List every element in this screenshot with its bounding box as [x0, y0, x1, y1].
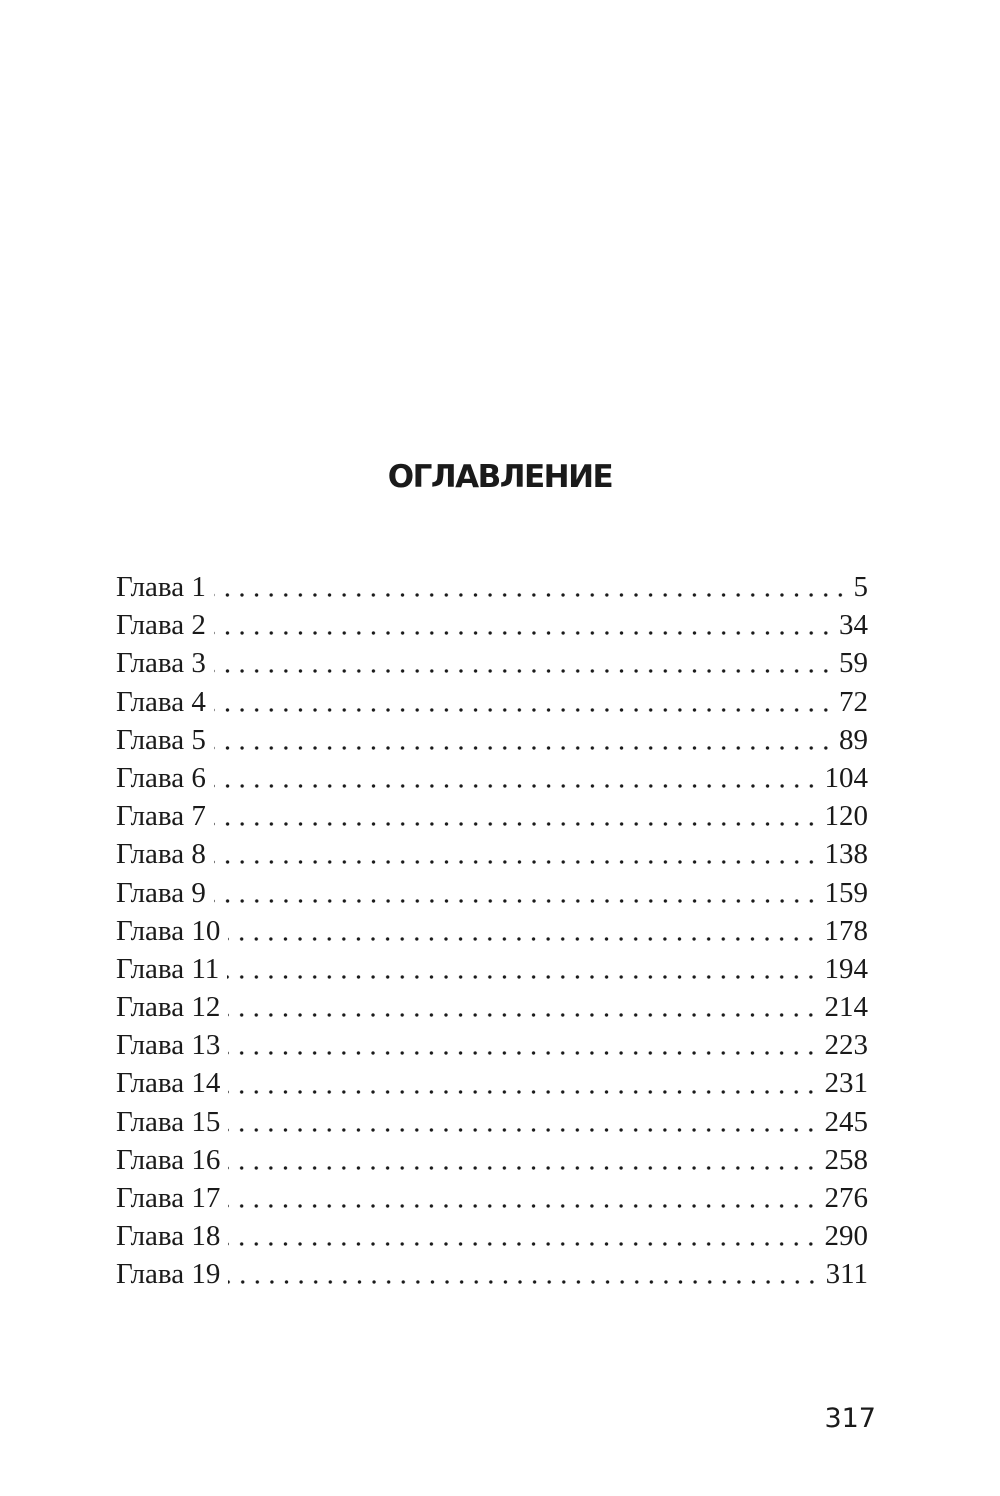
toc-entry-page: 89 — [839, 723, 868, 756]
toc-entry-label: Глава 5 — [116, 723, 206, 756]
toc-entry — [116, 606, 868, 644]
toc-entry-page: 231 — [824, 1067, 868, 1100]
toc-entry — [116, 759, 868, 797]
toc-entry-label: Глава 12 — [116, 991, 221, 1024]
toc-entry-page: 138 — [824, 838, 868, 871]
toc-dot-leader — [214, 669, 833, 673]
toc-entry-label: Глава 1 — [116, 571, 206, 603]
toc-entry — [116, 1179, 868, 1217]
toc-dot-leader — [214, 631, 833, 635]
toc-entry-label: Глава 9 — [116, 876, 206, 909]
toc-dot-leader — [228, 1204, 818, 1208]
toc-entry — [116, 950, 868, 988]
toc-entry — [116, 1064, 868, 1102]
toc-dot-leader — [214, 593, 848, 597]
toc-entry-label: Глава 19 — [116, 1258, 221, 1291]
toc-entry-page: 214 — [824, 991, 868, 1024]
toc-entry-label: Глава 16 — [116, 1143, 221, 1176]
toc-entry — [116, 912, 868, 950]
toc-entry — [116, 568, 868, 606]
toc-entry-label: Глава 15 — [116, 1105, 221, 1138]
toc-entry-label: Глава 17 — [116, 1182, 221, 1214]
toc-entry-page: 72 — [839, 685, 868, 718]
toc-dot-leader — [228, 1280, 819, 1284]
toc-dot-leader — [228, 937, 818, 941]
toc-entry — [116, 988, 868, 1026]
toc-entry-label: Глава 6 — [116, 761, 206, 794]
toc-entry — [116, 644, 868, 682]
toc-dot-leader — [228, 1128, 818, 1132]
toc-dot-leader — [228, 1051, 818, 1055]
toc-entry-label: Глава 13 — [116, 1029, 221, 1062]
toc-entry-page: 258 — [824, 1143, 868, 1176]
toc-dot-leader — [214, 822, 819, 826]
toc-dot-leader — [214, 899, 819, 903]
toc-dot-leader — [214, 746, 833, 750]
toc-entry-page: 245 — [824, 1105, 868, 1138]
toc-entry-label: Глава 8 — [116, 838, 206, 871]
toc-entry-label: Глава 11 — [116, 952, 220, 985]
toc-dot-leader — [228, 1166, 818, 1170]
toc-entry-page: 34 — [839, 609, 868, 642]
toc-entry-page: 223 — [824, 1029, 868, 1062]
toc-entry-label: Глава 14 — [116, 1067, 221, 1100]
toc-entry — [116, 721, 868, 759]
toc-entry — [116, 683, 868, 721]
toc-entry-page: 276 — [824, 1182, 868, 1214]
toc-dot-leader — [228, 1013, 818, 1017]
toc-entry-page: 290 — [824, 1220, 868, 1253]
toc-entry-page: 5 — [853, 571, 868, 603]
toc-entry-page: 194 — [824, 952, 868, 985]
toc-entry — [116, 1217, 868, 1255]
toc-dot-leader — [228, 1090, 818, 1094]
toc-entry-label: Глава 3 — [116, 647, 206, 680]
toc-entry-page: 104 — [824, 761, 868, 794]
toc-entry — [116, 1026, 868, 1064]
toc-entry — [116, 797, 868, 835]
toc-dot-leader — [228, 1242, 818, 1246]
toc-entry — [116, 1103, 868, 1141]
toc-entry-page: 159 — [824, 876, 868, 909]
toc-entry-label: Глава 2 — [116, 609, 206, 642]
toc-entry-page: 120 — [824, 800, 868, 833]
toc-entry — [116, 1141, 868, 1179]
toc-entry-page: 311 — [825, 1258, 868, 1291]
toc-entry — [116, 835, 868, 873]
toc-dot-leader — [214, 784, 819, 788]
toc-entry-page: 59 — [839, 647, 868, 680]
toc-entry-label: Глава 18 — [116, 1220, 221, 1253]
toc-entry-label: Глава 10 — [116, 914, 221, 947]
toc-entry-page: 178 — [824, 914, 868, 947]
toc-entry-label: Глава 7 — [116, 800, 206, 833]
page-title: ОГЛАВЛЕНИЕ — [387, 458, 613, 495]
toc-entry — [116, 874, 868, 912]
toc-entry — [116, 1255, 868, 1293]
page-number: 317 — [824, 1403, 876, 1434]
toc-entry-label: Глава 4 — [116, 685, 206, 718]
table-of-contents — [116, 568, 868, 1294]
toc-dot-leader — [214, 860, 819, 864]
toc-dot-leader — [227, 975, 818, 979]
toc-dot-leader — [214, 708, 833, 712]
